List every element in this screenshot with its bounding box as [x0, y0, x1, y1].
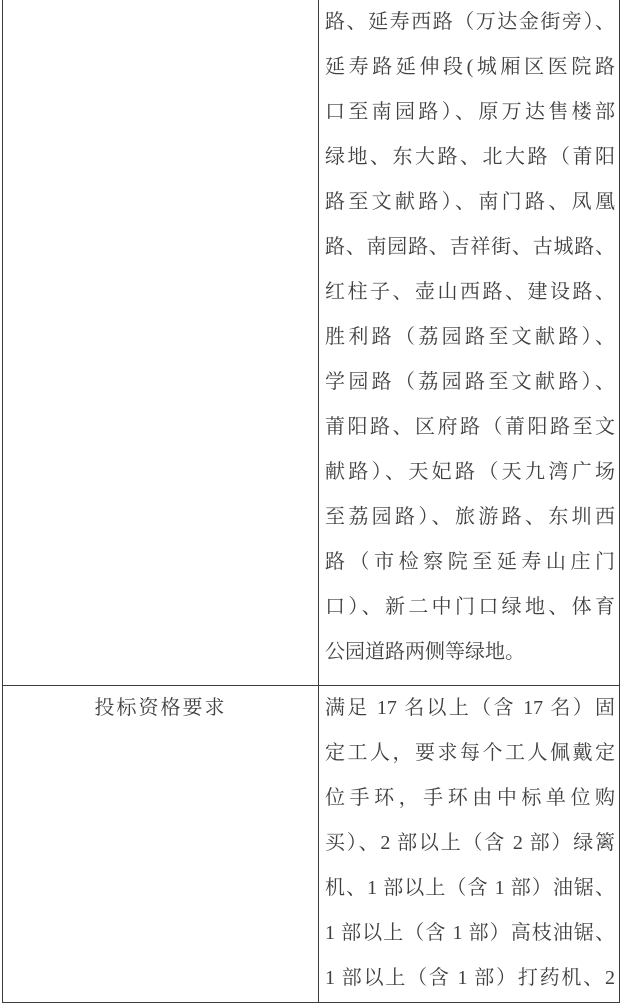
text-line: 至荔园路）、旅游路、东圳西 [325, 506, 615, 528]
text-line: 莆阳路、区府路（莆阳路至文 [325, 416, 615, 438]
text-line: 学园路（荔园路至文献路）、 [325, 371, 615, 393]
text-line: 路、延寿西路（万达金街旁）、 [325, 11, 615, 33]
row-label-bid-qualification: 投标资格要求 [3, 686, 319, 1002]
row-label-cell-empty [3, 0, 319, 685]
text-line: 绿地、东大路、北大路（莆阳 [325, 146, 615, 168]
text-line: 路（市检察院至延寿山庄门 [325, 551, 615, 573]
table-row [3, 0, 619, 686]
text-line: 位手环，手环由中标单位购 [325, 787, 615, 809]
text-line: 路至文献路）、南门路、凤凰 [325, 191, 615, 213]
service-area-roads-cell [319, 0, 619, 685]
text-line: 红柱子、壶山西路、建设路、 [325, 281, 615, 303]
text-line: 延寿路延伸段(城厢区医院路 [325, 56, 615, 78]
text-line: 公园道路两侧等绿地。 [325, 641, 525, 663]
text-line: 献路）、天妃路（天九湾广场 [325, 461, 615, 483]
table-row [3, 686, 619, 1002]
text-line: 口）、新二中门口绿地、体育 [325, 596, 615, 618]
text-line: 1 部以上（含 1 部）打药机、2 [325, 967, 615, 989]
tender-info-table [2, 0, 620, 1003]
text-line: 定工人，要求每个工人佩戴定 [325, 742, 615, 764]
text-line: 机、1 部以上（含 1 部）油锯、 [325, 877, 615, 899]
text-line: 路、南园路、吉祥街、古城路、 [325, 236, 615, 258]
text-line: 口至南园路）、原万达售楼部 [325, 101, 615, 123]
text-line: 买）、2 部以上（含 2 部）绿篱 [325, 832, 615, 854]
text-line: 1 部以上（含 1 部）高枝油锯、 [325, 922, 615, 944]
bid-qualification-requirements-cell [319, 686, 619, 1002]
text-line: 胜利路（荔园路至文献路）、 [325, 326, 615, 348]
text-line: 满足 17 名以上（含 17 名）固 [325, 697, 615, 719]
